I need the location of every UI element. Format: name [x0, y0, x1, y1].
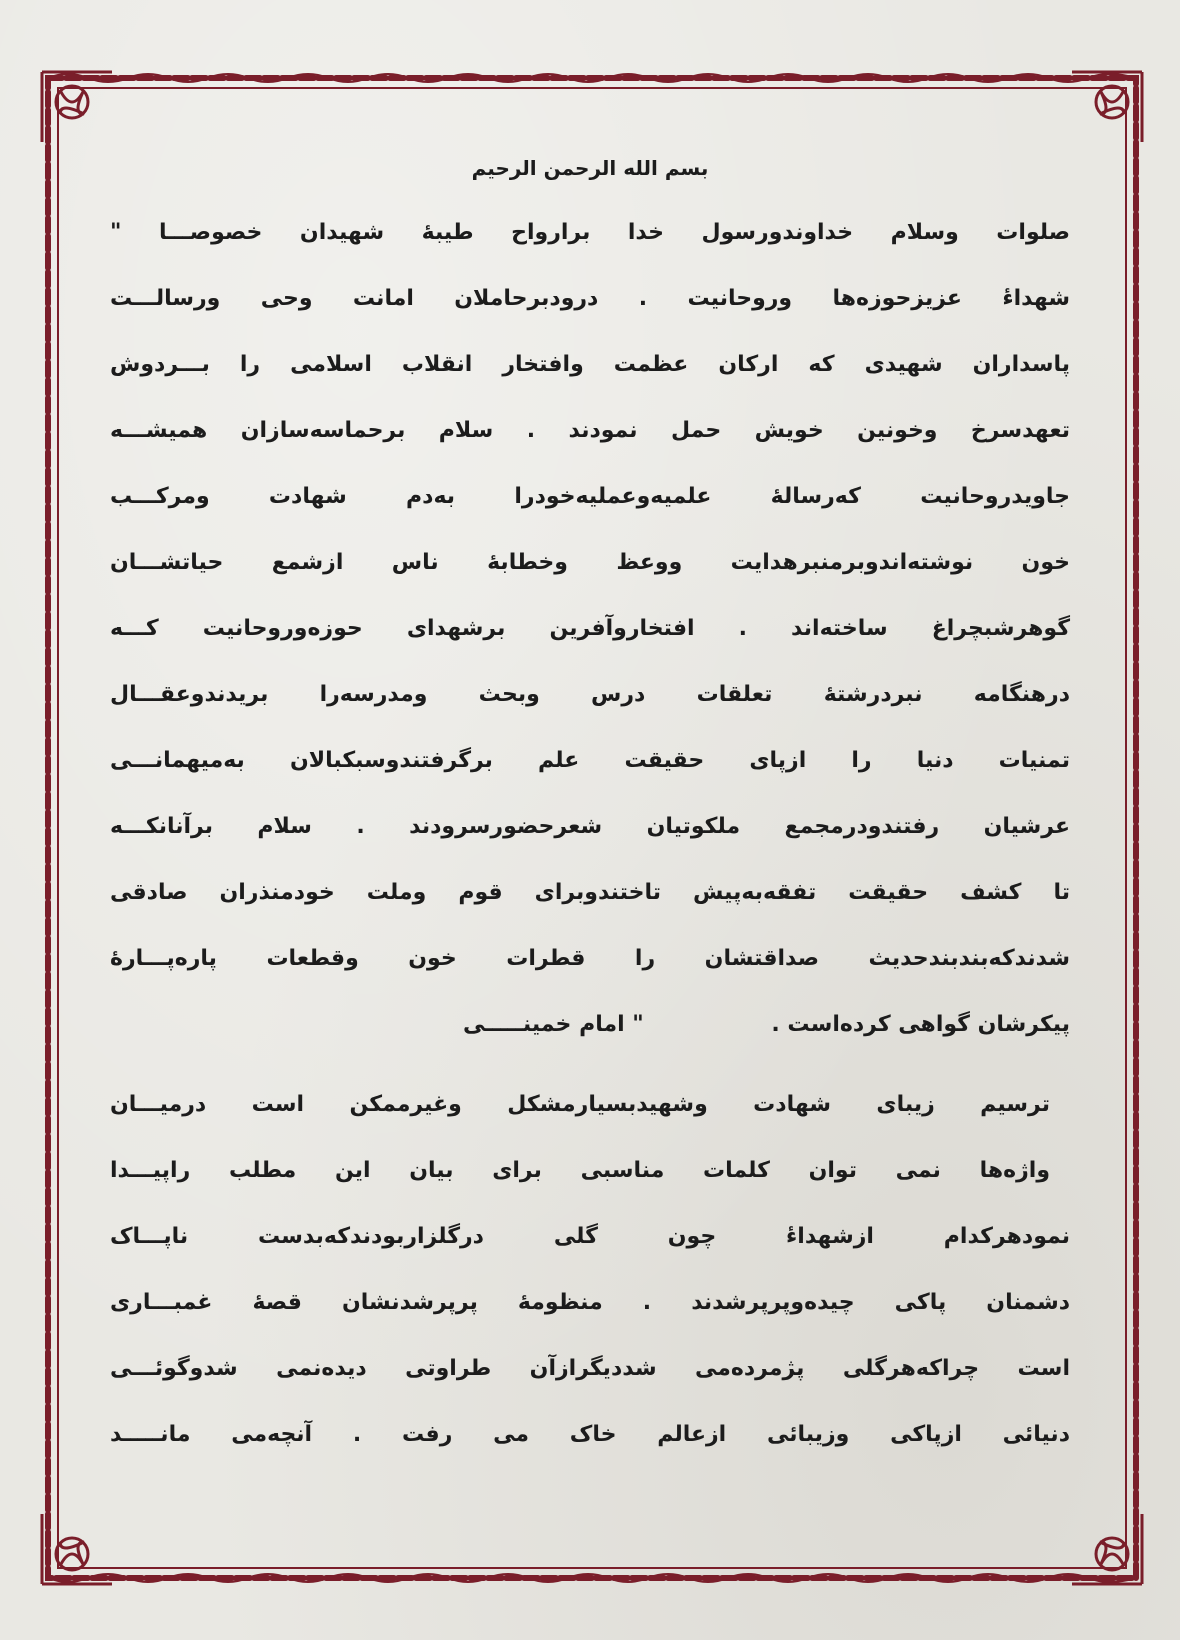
text-line-11: تا کشف حقیقت تفقه‌به‌پیش تاختندوبرای قوم وملت خودمنذران صادقی	[110, 880, 1070, 905]
text-line-2: شهداءٔ عزیزحوزه‌ها وروحانیت . درودبرحاملان امانت وحی ورسالـــت	[110, 286, 1070, 311]
text-line-6: خون نوشته‌اندوبرمنبرهدایت ووعظ وخطابهٔ ناس ازشمع حیاتشـــان	[110, 550, 1070, 575]
text-line-9: تمنیات دنیا را ازپای حقیقت علم برگرفتندوسبکبالان به‌میهمانـــی	[110, 748, 1070, 773]
text-line-3: پاسداران شهیدی که ارکان عظمت وافتخار انقلاب اسلامی را بـــردوش	[110, 352, 1070, 377]
text-line-16: نمودهرکدام ازشهداءٔ چون گلی درگلزاربودندکه‌بدست ناپـــاک	[110, 1224, 1070, 1249]
text-line-13	[110, 992, 1070, 1058]
text-line-1: صلوات وسلام خداوندورسول خدا برارواح طیبهٔ شهیدان خصوصـــا "	[110, 220, 1070, 245]
text-line-14: ترسیم زیبای شهادت وشهیدبسیارمشکل وغیرممکن است درمیـــان	[110, 1092, 1050, 1117]
text-line-15: واژه‌ها نمی توان کلمات مناسبی برای بیان این مطلب راپیـــدا	[110, 1158, 1050, 1183]
text-line-18: است چراکه‌هرگلی پژمرده‌می شددیگرازآن طراوتی دیده‌نمی شدوگوئـــی	[110, 1356, 1070, 1381]
text-line-5: جاویدروحانیت که‌رسالهٔ علمیه‌وعملیه‌خودرا به‌دم شهادت ومرکـــب	[110, 484, 1070, 509]
text-line-12: شدندکه‌بندبندحدیث صداقتشان را قطرات خون وقطعات پاره‌پـــارهٔ	[110, 946, 1070, 971]
text-line-19: دنیائی ازپاکی وزیبائی ازعالم خاک می رفت . آنچه‌می مانـــــد	[110, 1422, 1070, 1447]
signature: " امام خمینـــــی	[462, 1012, 644, 1037]
text-line-8: درهنگامه نبردرشتهٔ تعلقات درس وبحث ومدرسه‌را بریدندوعقـــال	[110, 682, 1070, 707]
basmala-heading: بسم الله الرحمن الرحیم	[471, 156, 709, 180]
document-body	[110, 150, 1070, 1468]
corner-ornament-top-right-icon	[1072, 72, 1142, 142]
text-line-10: عرشیان رفتندودرمجمع ملکوتیان شعرحضورسرودند . سلام برآنانکـــه	[110, 814, 1070, 839]
corner-ornament-bottom-right-icon	[1072, 1514, 1142, 1584]
text-line-4: تعهدسرخ وخونین خویش حمل نمودند . سلام برحماسه‌سازان همیشـــه	[110, 418, 1070, 443]
closing-line: پیکرشان گواهی کرده‌است .	[771, 1012, 1070, 1037]
text-line-17: دشمنان پاکی چیده‌وپرپرشدند . منظومهٔ پرپرشدنشان قصهٔ غمبـــاری	[110, 1290, 1070, 1315]
text-line-7: گوهرشبچراغ ساخته‌اند . افتخاروآفرین برشهدای حوزه‌وروحانیت کـــه	[110, 616, 1070, 641]
